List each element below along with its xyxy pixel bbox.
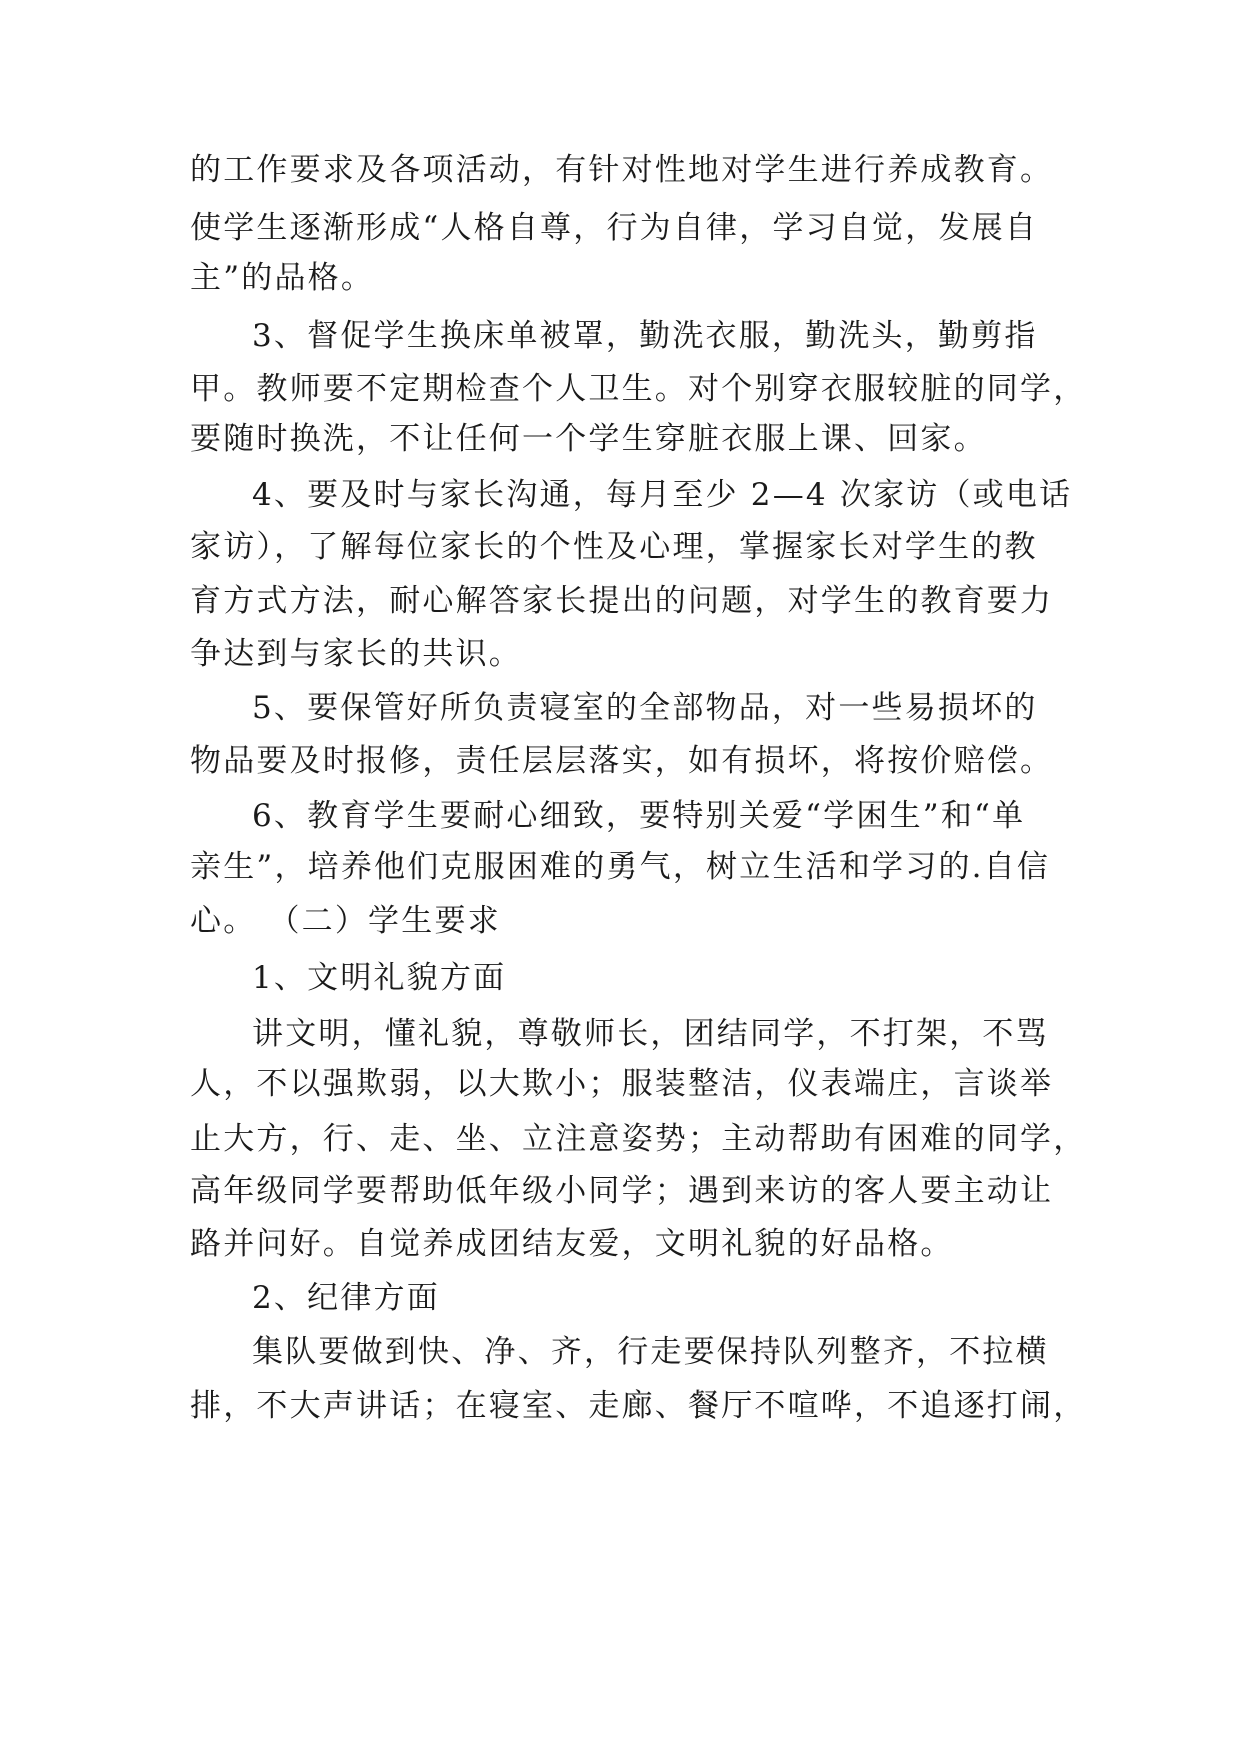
- paragraph-start-line: 4、要及时与家长沟通，每月至少 2—4 次家访（或电话: [252, 477, 1073, 513]
- text-line: 要随时换洗，不让任何一个学生穿脏衣服上课、回家。: [190, 421, 987, 457]
- text-line: 的工作要求及各项活动，有针对性地对学生进行养成教育。: [190, 152, 1054, 188]
- text-line: 止大方，行、走、坐、立注意姿势；主动帮助有困难的同学，: [190, 1121, 1087, 1157]
- text-line: 育方式方法，耐心解答家长提出的问题，对学生的教育要力: [190, 583, 1054, 619]
- text-line: 心。 （二）学生要求: [190, 903, 501, 939]
- text-line: 排，不大声讲话；在寝室、走廊、餐厅不喧哗，不追逐打闹，: [190, 1388, 1087, 1424]
- text-line: 主”的品格。: [190, 260, 375, 296]
- text-line: 争达到与家长的共识。: [190, 636, 522, 672]
- text-line: 高年级同学要帮助低年级小同学；遇到来访的客人要主动让: [190, 1173, 1054, 1209]
- paragraph-start-line: 3、督促学生换床单被罩，勤洗衣服，勤洗头，勤剪指: [252, 318, 1038, 354]
- paragraph-start-line: 5、要保管好所负责寝室的全部物品，对一些易损坏的: [252, 690, 1038, 726]
- paragraph-start-line: 讲文明，懂礼貌，尊敬师长，团结同学，不打架，不骂: [252, 1016, 1049, 1052]
- paragraph-start-line: 集队要做到快、净、齐，行走要保持队列整齐，不拉横: [252, 1334, 1049, 1370]
- text-line: 甲。教师要不定期检查个人卫生。对个别穿衣服较脏的同学，: [190, 371, 1087, 407]
- text-line: 家访），了解每位家长的个性及心理，掌握家长对学生的教: [190, 529, 1038, 565]
- text-line: 亲生”，培养他们克服困难的勇气，树立生活和学习的.自信: [190, 849, 1051, 885]
- paragraph-start-line: 6、教育学生要耐心细致，要特别关爱“学困生”和“单: [252, 798, 1026, 834]
- text-line: 使学生逐渐形成“人格自尊，行为自律，学习自觉，发展自: [190, 210, 1039, 246]
- text-line: 路并问好。自觉养成团结友爱，文明礼貌的好品格。: [190, 1226, 954, 1262]
- text-line: 人，不以强欺弱，以大欺小；服装整洁，仪表端庄，言谈举: [190, 1066, 1054, 1102]
- section-heading: 2、纪律方面: [252, 1280, 440, 1316]
- section-heading: 1、文明礼貌方面: [252, 960, 507, 996]
- text-line: 物品要及时报修，责任层层落实，如有损坏，将按价赔偿。: [190, 743, 1054, 779]
